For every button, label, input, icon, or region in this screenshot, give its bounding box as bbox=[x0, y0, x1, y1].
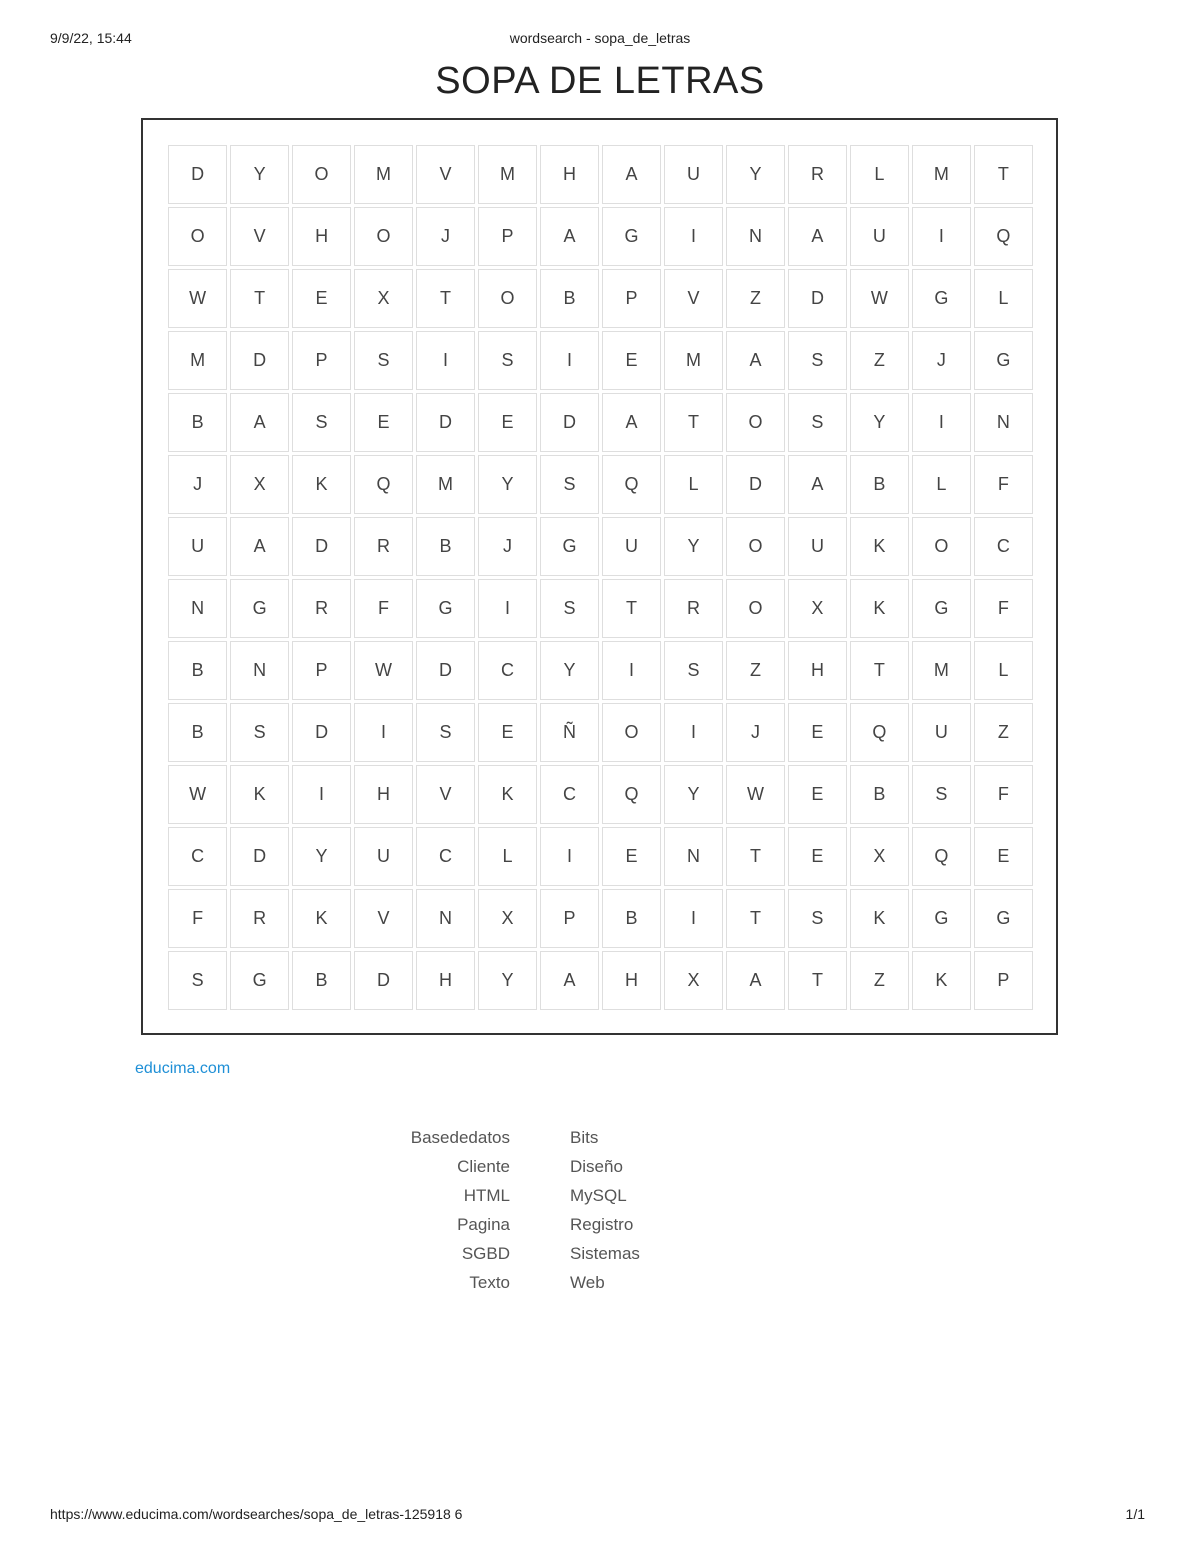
grid-cell: R bbox=[292, 579, 351, 638]
grid-cell: I bbox=[912, 393, 971, 452]
grid-cell: T bbox=[726, 827, 785, 886]
grid-cell: Q bbox=[602, 765, 661, 824]
grid-cell: J bbox=[416, 207, 475, 266]
word-item: Cliente bbox=[457, 1157, 510, 1176]
grid-cell: C bbox=[974, 517, 1033, 576]
grid-cell: G bbox=[416, 579, 475, 638]
grid-cell: Q bbox=[602, 455, 661, 514]
grid-cell: H bbox=[540, 145, 599, 204]
grid-cell: Y bbox=[478, 455, 537, 514]
grid-cell: O bbox=[354, 207, 413, 266]
grid-cell: S bbox=[788, 889, 847, 948]
grid-cell: S bbox=[354, 331, 413, 390]
grid-cell: D bbox=[292, 517, 351, 576]
grid-cell: C bbox=[416, 827, 475, 886]
grid-cell: O bbox=[168, 207, 227, 266]
grid-cell: S bbox=[664, 641, 723, 700]
grid-cell: K bbox=[850, 579, 909, 638]
grid-cell: L bbox=[974, 641, 1033, 700]
grid-cell: U bbox=[168, 517, 227, 576]
grid-cell: L bbox=[664, 455, 723, 514]
grid-cell: F bbox=[354, 579, 413, 638]
grid-cell: K bbox=[850, 517, 909, 576]
footer-url: https://www.educima.com/wordsearches/sopa_de_letras-125918 6 bbox=[50, 1506, 463, 1522]
grid-cell: D bbox=[230, 331, 289, 390]
word-list bbox=[300, 1128, 900, 1293]
word-item: MySQL bbox=[570, 1186, 627, 1205]
grid-cell: K bbox=[230, 765, 289, 824]
grid-cell: O bbox=[912, 517, 971, 576]
grid-cell: O bbox=[292, 145, 351, 204]
grid-cell: D bbox=[354, 951, 413, 1010]
grid-cell: F bbox=[974, 579, 1033, 638]
word-item: Web bbox=[570, 1273, 605, 1292]
grid-cell: M bbox=[168, 331, 227, 390]
grid-cell: O bbox=[726, 579, 785, 638]
grid-cell: X bbox=[478, 889, 537, 948]
word-item: Texto bbox=[469, 1273, 510, 1292]
grid-cell: W bbox=[354, 641, 413, 700]
grid-cell: B bbox=[850, 765, 909, 824]
grid-cell: Z bbox=[850, 951, 909, 1010]
grid-cell: Y bbox=[850, 393, 909, 452]
grid-cell: O bbox=[602, 703, 661, 762]
grid-cell: E bbox=[478, 703, 537, 762]
grid-cell: A bbox=[230, 393, 289, 452]
grid-cell: G bbox=[540, 517, 599, 576]
word-search-board bbox=[141, 118, 1058, 1035]
grid-cell: M bbox=[664, 331, 723, 390]
grid-cell: P bbox=[974, 951, 1033, 1010]
grid-cell: G bbox=[230, 579, 289, 638]
grid-cell: I bbox=[664, 207, 723, 266]
grid-cell: A bbox=[788, 455, 847, 514]
word-item: Pagina bbox=[457, 1215, 510, 1234]
grid-cell: L bbox=[912, 455, 971, 514]
grid-cell: N bbox=[230, 641, 289, 700]
grid-cell: H bbox=[602, 951, 661, 1010]
grid-cell: Z bbox=[726, 269, 785, 328]
grid-cell: Y bbox=[726, 145, 785, 204]
grid-cell: X bbox=[354, 269, 413, 328]
grid-cell: W bbox=[726, 765, 785, 824]
word-item: SGBD bbox=[461, 1244, 510, 1263]
grid-cell: K bbox=[292, 455, 351, 514]
grid-cell: B bbox=[292, 951, 351, 1010]
grid-cell: T bbox=[602, 579, 661, 638]
grid-cell: K bbox=[292, 889, 351, 948]
word-item: Diseño bbox=[570, 1157, 623, 1176]
grid-cell: T bbox=[974, 145, 1033, 204]
grid-cell: G bbox=[602, 207, 661, 266]
grid-cell: M bbox=[478, 145, 537, 204]
grid-cell: Y bbox=[664, 517, 723, 576]
grid-cell: W bbox=[168, 765, 227, 824]
grid-cell: S bbox=[540, 455, 599, 514]
grid-cell: I bbox=[912, 207, 971, 266]
grid-cell: O bbox=[726, 393, 785, 452]
grid-cell: F bbox=[974, 455, 1033, 514]
grid-cell: Q bbox=[912, 827, 971, 886]
grid-cell: A bbox=[602, 393, 661, 452]
grid-cell: D bbox=[788, 269, 847, 328]
grid-cell: X bbox=[664, 951, 723, 1010]
grid-cell: Z bbox=[974, 703, 1033, 762]
grid-cell: E bbox=[788, 827, 847, 886]
grid-cell: J bbox=[478, 517, 537, 576]
grid-cell: E bbox=[788, 703, 847, 762]
brand-link[interactable]: educima.com bbox=[135, 1060, 231, 1077]
word-item: Bits bbox=[570, 1128, 599, 1147]
grid-cell: Y bbox=[230, 145, 289, 204]
grid-cell: M bbox=[416, 455, 475, 514]
grid-cell: A bbox=[540, 207, 599, 266]
grid-cell: B bbox=[850, 455, 909, 514]
grid-cell: T bbox=[788, 951, 847, 1010]
grid-cell: U bbox=[664, 145, 723, 204]
print-doc-title: wordsearch - sopa_de_letras bbox=[509, 30, 691, 46]
grid-cell: B bbox=[168, 393, 227, 452]
grid-cell: U bbox=[602, 517, 661, 576]
print-datetime: 9/9/22, 15:44 bbox=[50, 30, 132, 46]
grid-cell: I bbox=[354, 703, 413, 762]
grid-cell: H bbox=[788, 641, 847, 700]
grid-cell: G bbox=[974, 889, 1033, 948]
grid-cell: E bbox=[602, 827, 661, 886]
grid-cell: T bbox=[850, 641, 909, 700]
grid-cell: Y bbox=[478, 951, 537, 1010]
grid-cell: K bbox=[850, 889, 909, 948]
grid-cell: I bbox=[540, 331, 599, 390]
grid-cell: T bbox=[230, 269, 289, 328]
grid-cell: C bbox=[168, 827, 227, 886]
word-item: Registro bbox=[570, 1215, 634, 1234]
grid-cell: Z bbox=[850, 331, 909, 390]
grid-cell: J bbox=[912, 331, 971, 390]
grid-cell: E bbox=[974, 827, 1033, 886]
grid-cell: I bbox=[416, 331, 475, 390]
grid-cell: G bbox=[912, 269, 971, 328]
grid-cell: B bbox=[602, 889, 661, 948]
grid-cell: U bbox=[850, 207, 909, 266]
grid-cell: T bbox=[416, 269, 475, 328]
grid-cell: E bbox=[602, 331, 661, 390]
grid-cell: E bbox=[354, 393, 413, 452]
grid-cell: A bbox=[726, 951, 785, 1010]
grid-cell: G bbox=[230, 951, 289, 1010]
grid-cell: S bbox=[788, 393, 847, 452]
page-title: SOPA DE LETRAS bbox=[435, 60, 765, 102]
grid-cell: S bbox=[292, 393, 351, 452]
grid-cell: F bbox=[974, 765, 1033, 824]
grid-cell: X bbox=[230, 455, 289, 514]
grid-cell: U bbox=[788, 517, 847, 576]
grid-cell: G bbox=[974, 331, 1033, 390]
grid-cell: B bbox=[168, 703, 227, 762]
grid-cell: S bbox=[230, 703, 289, 762]
grid-cell: B bbox=[540, 269, 599, 328]
grid-cell: I bbox=[602, 641, 661, 700]
grid-cell: Q bbox=[354, 455, 413, 514]
grid-cell: W bbox=[850, 269, 909, 328]
grid-cell: L bbox=[974, 269, 1033, 328]
grid-cell: X bbox=[788, 579, 847, 638]
grid-cell: G bbox=[912, 579, 971, 638]
grid-cell: A bbox=[788, 207, 847, 266]
grid-cell: V bbox=[354, 889, 413, 948]
grid-cell: R bbox=[230, 889, 289, 948]
grid-cell: U bbox=[912, 703, 971, 762]
grid-cell: V bbox=[416, 145, 475, 204]
grid-cell: D bbox=[416, 641, 475, 700]
grid-cell: S bbox=[478, 331, 537, 390]
grid-cell: H bbox=[416, 951, 475, 1010]
grid-cell: H bbox=[292, 207, 351, 266]
grid-cell: W bbox=[168, 269, 227, 328]
grid-cell: N bbox=[664, 827, 723, 886]
grid-cell: I bbox=[664, 889, 723, 948]
grid-cell: T bbox=[664, 393, 723, 452]
grid-cell: Y bbox=[664, 765, 723, 824]
grid-cell: H bbox=[354, 765, 413, 824]
grid-cell: C bbox=[478, 641, 537, 700]
grid-cell: V bbox=[230, 207, 289, 266]
grid-cell: J bbox=[726, 703, 785, 762]
grid-cell: A bbox=[726, 331, 785, 390]
grid-cell: N bbox=[168, 579, 227, 638]
grid-cell: E bbox=[292, 269, 351, 328]
grid-cell: I bbox=[664, 703, 723, 762]
grid-cell: X bbox=[850, 827, 909, 886]
grid-cell: M bbox=[912, 641, 971, 700]
grid-cell: L bbox=[850, 145, 909, 204]
grid-cell: Ñ bbox=[540, 703, 599, 762]
grid-cell: N bbox=[726, 207, 785, 266]
grid-cell: Q bbox=[974, 207, 1033, 266]
grid-cell: S bbox=[540, 579, 599, 638]
grid-cell: D bbox=[540, 393, 599, 452]
grid-cell: E bbox=[788, 765, 847, 824]
grid-cell: T bbox=[726, 889, 785, 948]
grid-cell: O bbox=[726, 517, 785, 576]
grid-cell: Y bbox=[540, 641, 599, 700]
grid-cell: U bbox=[354, 827, 413, 886]
grid-cell: D bbox=[230, 827, 289, 886]
grid-cell: A bbox=[230, 517, 289, 576]
grid-cell: E bbox=[478, 393, 537, 452]
grid-cell: N bbox=[974, 393, 1033, 452]
grid-cell: M bbox=[354, 145, 413, 204]
grid-cell: P bbox=[602, 269, 661, 328]
page-number: 1/1 bbox=[1125, 1506, 1145, 1522]
grid-cell: D bbox=[168, 145, 227, 204]
grid-cell: B bbox=[416, 517, 475, 576]
grid-cell: F bbox=[168, 889, 227, 948]
grid-cell: S bbox=[416, 703, 475, 762]
word-item: HTML bbox=[463, 1186, 510, 1205]
grid-cell: A bbox=[540, 951, 599, 1010]
grid-cell: I bbox=[292, 765, 351, 824]
grid-cell: S bbox=[912, 765, 971, 824]
grid-cell: Q bbox=[850, 703, 909, 762]
grid-cell: A bbox=[602, 145, 661, 204]
grid-cell: K bbox=[912, 951, 971, 1010]
grid-cell: P bbox=[478, 207, 537, 266]
grid-cell: R bbox=[788, 145, 847, 204]
grid-cell: B bbox=[168, 641, 227, 700]
grid-cell: Y bbox=[292, 827, 351, 886]
grid-cell: D bbox=[726, 455, 785, 514]
grid-cell: I bbox=[540, 827, 599, 886]
grid-cell: K bbox=[478, 765, 537, 824]
grid-cell: S bbox=[788, 331, 847, 390]
letter-grid bbox=[168, 145, 1033, 1010]
grid-cell: G bbox=[912, 889, 971, 948]
grid-cell: L bbox=[478, 827, 537, 886]
grid-cell: P bbox=[540, 889, 599, 948]
grid-cell: V bbox=[416, 765, 475, 824]
grid-cell: J bbox=[168, 455, 227, 514]
grid-cell: V bbox=[664, 269, 723, 328]
grid-cell: R bbox=[664, 579, 723, 638]
grid-cell: M bbox=[912, 145, 971, 204]
grid-cell: P bbox=[292, 331, 351, 390]
word-item: Sistemas bbox=[570, 1244, 640, 1263]
grid-cell: C bbox=[540, 765, 599, 824]
grid-cell: D bbox=[416, 393, 475, 452]
grid-cell: P bbox=[292, 641, 351, 700]
grid-cell: D bbox=[292, 703, 351, 762]
word-item: Basededatos bbox=[410, 1128, 510, 1147]
grid-cell: N bbox=[416, 889, 475, 948]
grid-cell: Z bbox=[726, 641, 785, 700]
grid-cell: S bbox=[168, 951, 227, 1010]
grid-cell: R bbox=[354, 517, 413, 576]
grid-cell: I bbox=[478, 579, 537, 638]
grid-cell: O bbox=[478, 269, 537, 328]
